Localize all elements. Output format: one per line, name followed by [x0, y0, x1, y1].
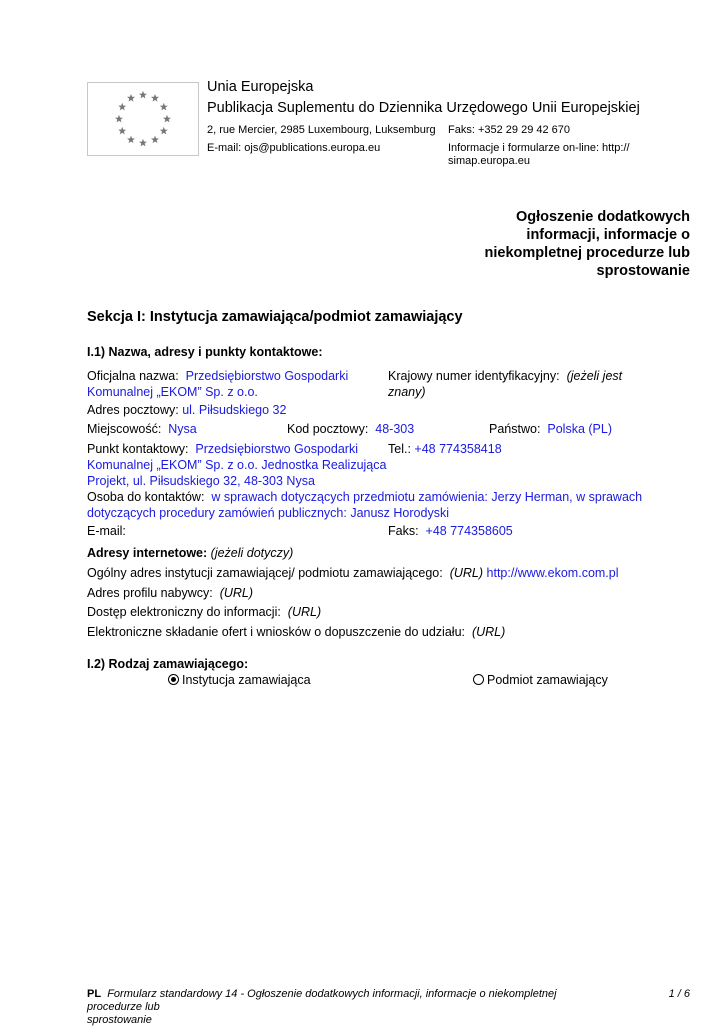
- star-icon: [127, 136, 135, 144]
- option-contracting-entity[interactable]: Podmiot zamawiający: [473, 672, 608, 688]
- header-address: 2, rue Mercier, 2985 Luxembourg, Luksemburg: [207, 124, 436, 136]
- national-id: Krajowy numer identyfikacyjny: (jeżeli jest znany): [388, 369, 623, 399]
- city: Miejscowość: Nysa: [87, 422, 197, 436]
- fax: Faks: +48 774358605: [388, 524, 513, 538]
- star-icon: [127, 94, 135, 102]
- contact-point: Punkt kontaktowy: Przedsiębiorstwo Gospodarki Komunalnej „EKOM” Sp. z o.o. Jednostka Realizująca Projekt, ul. Piłsudskiego 32, 48-303 Nysa: [87, 442, 387, 488]
- eu-stars-icon: [88, 83, 198, 155]
- radio-unselected-icon[interactable]: [473, 674, 484, 685]
- buyer-profile: Adres profilu nabywcy: (URL): [87, 586, 254, 600]
- general-address: Ogólny adres instytucji zamawiającej/ podmiotu zamawiającego: (URL) http://www.ekom.com.pl: [87, 566, 619, 580]
- header-org: Unia Europejska: [207, 79, 314, 95]
- star-icon: [160, 127, 168, 135]
- star-icon: [139, 91, 147, 99]
- subsection-title-2: I.2) Rodzaj zamawiającego:: [87, 657, 249, 671]
- radio-selected-icon[interactable]: [168, 674, 179, 685]
- star-icon: [118, 127, 126, 135]
- header-fax: Faks: +352 29 29 42 670: [448, 124, 571, 136]
- electronic-submission: Elektroniczne składanie ofert i wniosków o dopuszczenie do udziału: (URL): [87, 625, 506, 639]
- star-icon: [160, 103, 168, 111]
- footer-form: PL Formularz standardowy 14 - Ogłoszenie dodatkowych informacji, informacje o niekompletnej procedurze lub sprostowanie: [87, 988, 557, 1026]
- official-name: Oficjalna nazwa: Przedsiębiorstwo Gospodarki Komunalnej „EKOM” Sp. z o.o.: [87, 369, 349, 399]
- email-label: E-mail:: [87, 524, 126, 538]
- star-icon: [139, 139, 147, 147]
- postal-address: Adres pocztowy: ul. Piłsudskiego 32: [87, 403, 287, 417]
- electronic-access: Dostęp elektroniczny do informacji: (URL): [87, 605, 322, 619]
- contact-person: Osoba do kontaktów: w sprawach dotyczących przedmiotu zamówienia: Jerzy Herman, w sprawach dotyczących procedury zamówień publicznych: Janusz Horodyski: [87, 490, 643, 520]
- notice-title: Ogłoszenie dodatkowych informacji, informacje o niekompletnej procedurze lub sprostowanie: [484, 209, 690, 279]
- internet-addresses: Adresy internetowe: (jeżeli dotyczy): [87, 546, 294, 560]
- section-title: Sekcja I: Instytucja zamawiająca/podmiot zamawiający: [87, 309, 463, 325]
- star-icon: [118, 103, 126, 111]
- eu-flag-logo: [87, 82, 199, 156]
- subsection-title-1: I.1) Nazwa, adresy i punkty kontaktowe:: [87, 345, 323, 359]
- postal-code: Kod pocztowy: 48-303: [287, 422, 415, 436]
- general-address-link[interactable]: http://www.ekom.com.pl: [486, 566, 619, 580]
- header-email: E-mail: ojs@publications.europa.eu: [207, 142, 381, 154]
- header-publication: Publikacja Suplementu do Dziennika Urzędowego Unii Europejskiej: [207, 100, 640, 116]
- header-online: Informacje i formularze on-line: http:// simap.europa.eu: [448, 142, 630, 167]
- country: Państwo: Polska (PL): [489, 422, 612, 436]
- telephone: Tel.: +48 774358418: [388, 442, 502, 456]
- star-icon: [151, 136, 159, 144]
- star-icon: [115, 115, 123, 123]
- star-icon: [151, 94, 159, 102]
- page-number: 1 / 6: [668, 988, 690, 1000]
- star-icon: [163, 115, 171, 123]
- option-contracting-authority[interactable]: Instytucja zamawiająca: [168, 672, 311, 688]
